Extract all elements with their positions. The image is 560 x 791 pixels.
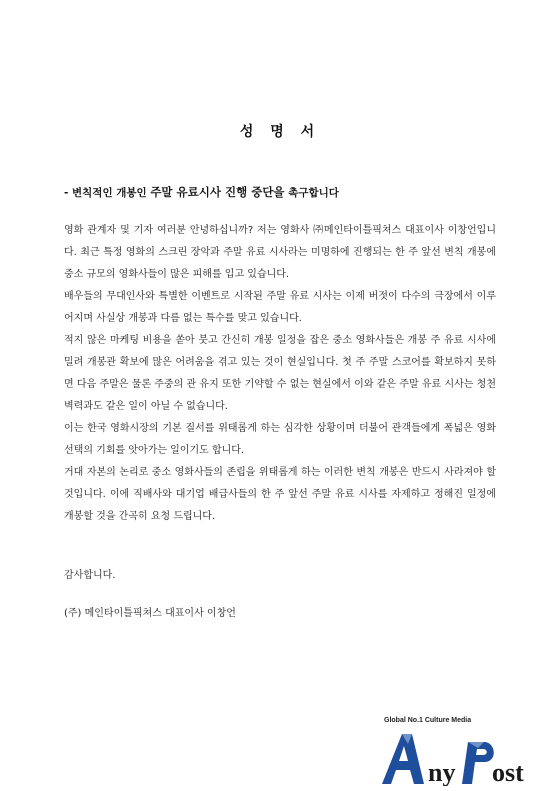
signature-line: (주) 메인타이틀픽쳐스 대표이사 이창언 xyxy=(64,608,236,619)
subtitle-prefix: - 변칙적인 개봉인 xyxy=(64,187,151,199)
body-paragraph: 거대 자본의 논리로 중소 영화사들의 존립을 위태롭게 하는 이러한 변칙 개봉은 반드시 사라져야 할 것입니다. 이에 직배사와 대기업 배급사들의 한 주 앞선 주말 유료 시사를 자제하고 정해진 일정에 개봉할 것을 간곡히 요청 드립니다. xyxy=(64,467,496,522)
body-paragraph: 이는 한국 영화시장의 기본 질서를 위태롭게 하는 심각한 상황이며 더불어 관객들에게 폭넓은 영화 선택의 기회를 앗아가는 일이기도 합니다. xyxy=(64,423,496,456)
body-paragraph: 배우들의 무대인사와 특별한 이벤트로 시작된 주말 유료 시사는 이제 버젓이 다수의 극장에서 이루어지며 사실상 개봉과 다름 없는 특수를 맞고 있습니다. xyxy=(64,291,496,324)
body-paragraph: 영화 관계자 및 기자 여러분 안녕하십니까? 저는 영화사 ㈜메인타이틀픽쳐스 대표이사 이창언입니다. 최근 특정 영화의 스크린 장악과 주말 유료 시사라는 미명하에 진행되는 한 주 앞선 변칙 개봉에 중소 규모의 영화사들이 많은 피해를 입고 있습니다. xyxy=(64,225,496,280)
svg-text:ost: ost xyxy=(492,758,524,786)
closing-remark: 감사합니다. xyxy=(64,570,116,581)
page-title: 성 명 서 xyxy=(239,124,321,140)
anypost-logo-mark xyxy=(378,726,550,786)
subtitle-emphasis: 주말 유료시사 진행 중단을 xyxy=(150,185,285,199)
subtitle-suffix: 촉구합니다 xyxy=(284,187,339,199)
logo-tagline: Global No.1 Culture Media xyxy=(384,717,472,724)
statement-body xyxy=(64,220,496,528)
body-paragraph: 적지 않은 마케팅 비용을 쏟아 붓고 간신히 개봉 일정을 잡은 중소 영화사들은 개봉 주 유료 시사에 밀려 개봉관 확보에 많은 어려움을 겪고 있는 것이 현실입니다. 첫 주 주말 스코어를 확보하지 못하면 다음 주말은 물론 주중의 관 유지 또한 기약할 수 없는 현실에서 이와 같은 주말 유료 시사는 청천벽력과도 같은 일이 아닐 수 없습니다. xyxy=(64,335,496,412)
anypost-logo xyxy=(378,716,550,786)
svg-text:ny: ny xyxy=(428,758,456,786)
statement-subtitle xyxy=(64,184,524,200)
